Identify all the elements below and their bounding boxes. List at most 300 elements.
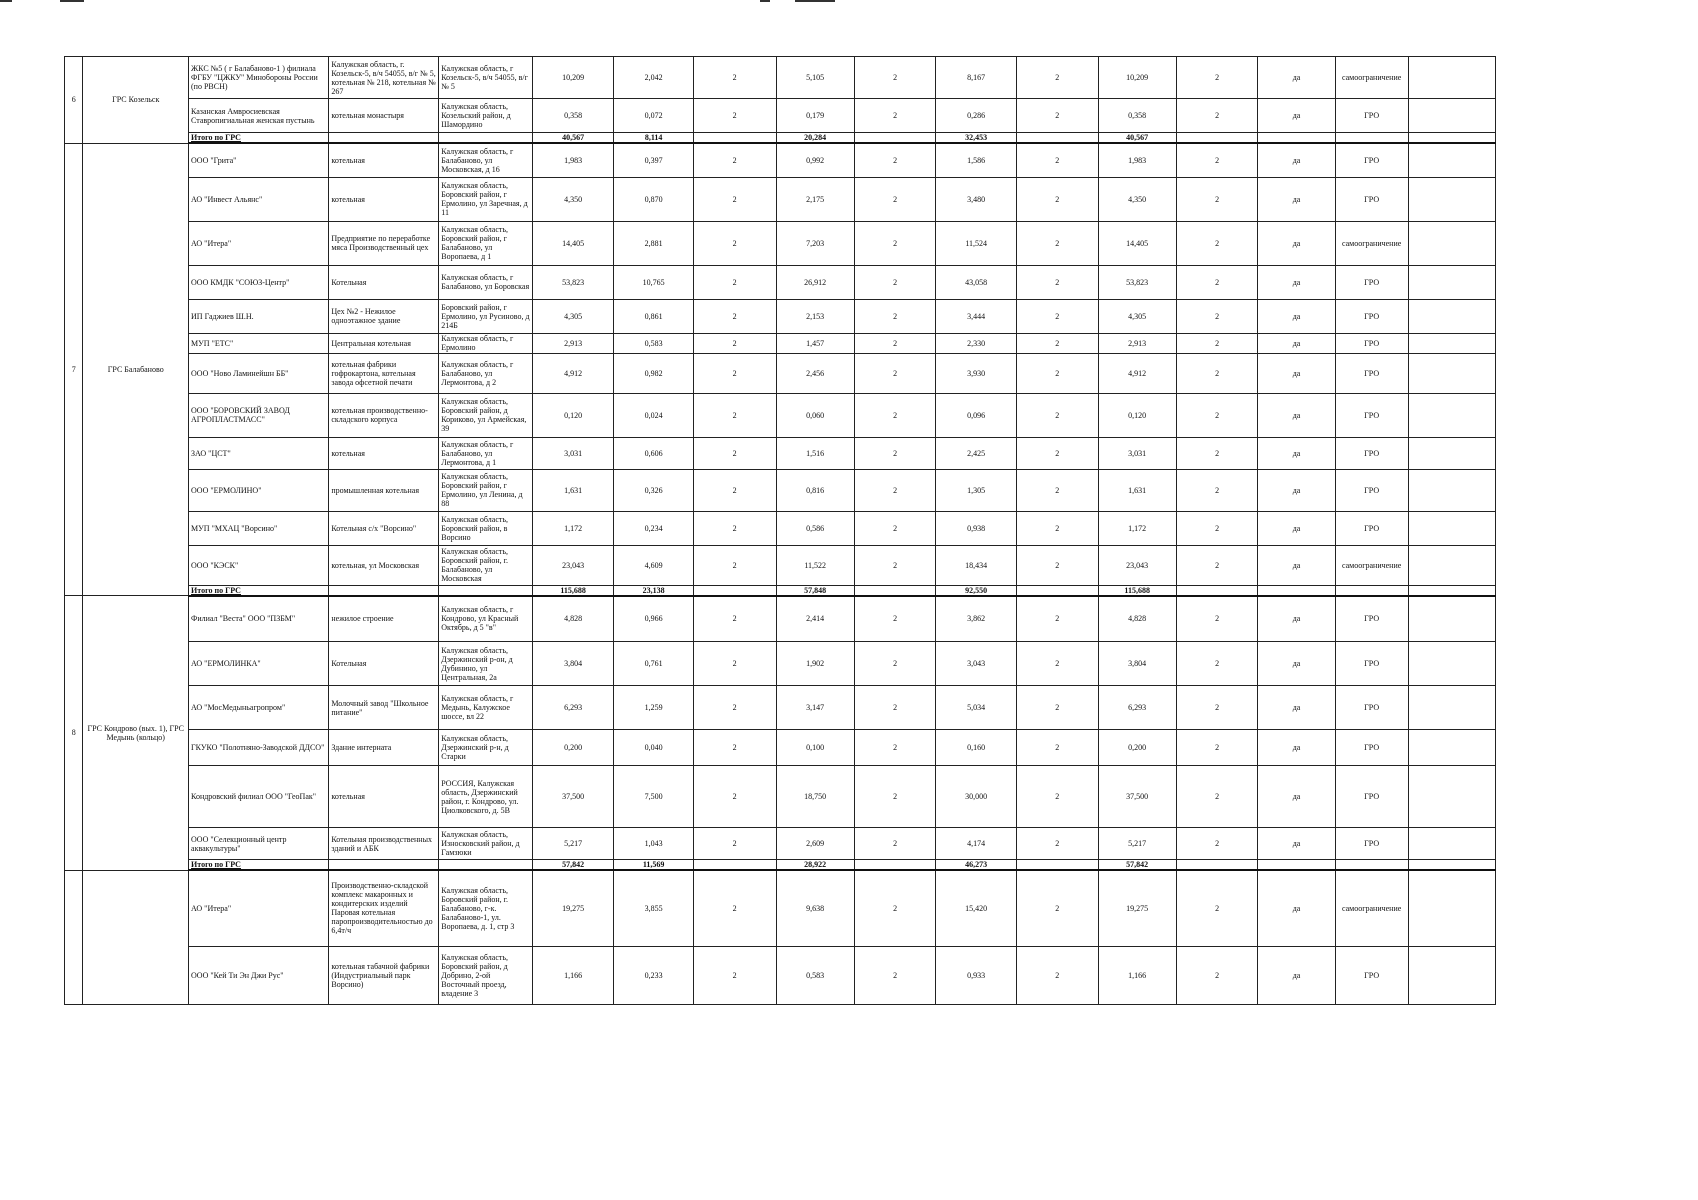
row-index <box>65 870 83 1004</box>
empty-cell <box>329 860 439 871</box>
empty-cell <box>1408 870 1495 946</box>
value-cell: 2 <box>1016 299 1098 333</box>
facility-description: котельная фабрики гофрокартона, котельная завода офсетной печати <box>329 353 439 393</box>
value-cell: 0,120 <box>1098 393 1176 437</box>
empty-cell <box>1408 177 1495 221</box>
consumer-name: ООО "Кей Ти Эн Джи Рус" <box>189 946 329 1004</box>
consumer-name: ООО "ЕРМОЛИНО" <box>189 469 329 511</box>
consumer-name: Филиал "Веста" ООО "ПЗБМ" <box>189 596 329 642</box>
empty-cell <box>1408 686 1495 730</box>
total-value: 115,688 <box>1098 585 1176 596</box>
value-cell: 2 <box>854 333 936 353</box>
value-cell: 2 <box>1176 143 1258 177</box>
consumer-name: АО "ЕРМОЛИНКА" <box>189 642 329 686</box>
value-cell: 2 <box>1176 828 1258 860</box>
value-cell: 2 <box>854 730 936 766</box>
value-cell: 2 <box>693 221 776 265</box>
value-cell: 53,823 <box>532 265 614 299</box>
value-cell: 4,912 <box>532 353 614 393</box>
total-value: 23,138 <box>614 585 693 596</box>
value-cell: 2 <box>854 143 936 177</box>
table-row <box>65 299 1660 333</box>
value-cell: 37,500 <box>1098 766 1176 828</box>
facility-address: Калужская область, Боровский район, г. Балабаново, ул Московская <box>439 545 533 585</box>
empty-cell <box>1176 133 1258 144</box>
value-cell: 2 <box>1176 221 1258 265</box>
value-cell: 1,172 <box>1098 511 1176 545</box>
total-value: 32,453 <box>936 133 1017 144</box>
value-cell: 3,930 <box>936 353 1017 393</box>
value-cell: 7,203 <box>776 221 854 265</box>
empty-cell <box>1408 57 1495 99</box>
value-cell: 2 <box>1016 437 1098 469</box>
table-row <box>65 393 1660 437</box>
total-value: 40,567 <box>1098 133 1176 144</box>
facility-address: Калужская область, г Медынь, Калужское шоссе, вл 22 <box>439 686 533 730</box>
empty-cell <box>1408 642 1495 686</box>
empty-cell <box>1335 133 1408 144</box>
grs-name: ГРС Кондрово (вых. 1), ГРС Медынь (кольцо) <box>83 596 189 871</box>
note-cell: ГРО <box>1335 511 1408 545</box>
value-cell: 3,855 <box>614 870 693 946</box>
total-row <box>65 585 1660 596</box>
value-cell: 53,823 <box>1098 265 1176 299</box>
value-cell: 30,000 <box>936 766 1017 828</box>
value-cell: 2 <box>1016 642 1098 686</box>
value-cell: 2 <box>693 57 776 99</box>
note-cell: ГРО <box>1335 730 1408 766</box>
empty-cell <box>693 585 776 596</box>
empty-cell <box>1176 585 1258 596</box>
value-cell: 0,397 <box>614 143 693 177</box>
value-cell: 2 <box>693 642 776 686</box>
consumer-name: ООО "КЭСК" <box>189 545 329 585</box>
empty-cell <box>1408 511 1495 545</box>
value-cell: 2,042 <box>614 57 693 99</box>
consumer-name: ООО "БОРОВСКИЙ ЗАВОД АГРОПЛАСТМАСС" <box>189 393 329 437</box>
value-cell: 2 <box>854 686 936 730</box>
value-cell: 2 <box>1016 353 1098 393</box>
facility-description: котельная производственно-складского корпуса <box>329 393 439 437</box>
value-cell: 2 <box>1016 511 1098 545</box>
facility-address: Калужская область, г Балабаново, ул Боровская <box>439 265 533 299</box>
value-cell: 2 <box>693 437 776 469</box>
value-cell: 2,609 <box>776 828 854 860</box>
yes-flag: да <box>1258 545 1335 585</box>
value-cell: 2,414 <box>776 596 854 642</box>
value-cell: 2 <box>1176 57 1258 99</box>
consumer-name: ЗАО "ЦСТ" <box>189 437 329 469</box>
value-cell: 2 <box>693 99 776 133</box>
table-row <box>65 766 1660 828</box>
row-index: 8 <box>65 596 83 871</box>
value-cell: 0,120 <box>532 393 614 437</box>
value-cell: 2 <box>1016 57 1098 99</box>
value-cell: 4,912 <box>1098 353 1176 393</box>
table-row <box>65 596 1660 642</box>
value-cell: 1,457 <box>776 333 854 353</box>
total-label: Итого по ГРС <box>189 860 329 871</box>
value-cell: 1,259 <box>614 686 693 730</box>
value-cell: 2 <box>854 299 936 333</box>
value-cell: 1,166 <box>1098 946 1176 1004</box>
note-cell: ГРО <box>1335 766 1408 828</box>
table-row <box>65 469 1660 511</box>
facility-address: Калужская область, Боровский район, г Ермолино, ул Заречная, д 11 <box>439 177 533 221</box>
consumer-name: Кондровский филиал ООО "ГеоПак" <box>189 766 329 828</box>
note-cell: ГРО <box>1335 299 1408 333</box>
value-cell: 2 <box>1016 545 1098 585</box>
facility-address: Калужская область, Боровский район, д Кориково, ул Армейская, 39 <box>439 393 533 437</box>
value-cell: 2 <box>1176 511 1258 545</box>
value-cell: 9,638 <box>776 870 854 946</box>
yes-flag: да <box>1258 686 1335 730</box>
empty-cell <box>1335 585 1408 596</box>
value-cell: 2 <box>1016 333 1098 353</box>
value-cell: 2 <box>854 870 936 946</box>
value-cell: 2 <box>1176 437 1258 469</box>
value-cell: 2 <box>693 469 776 511</box>
note-cell: ГРО <box>1335 353 1408 393</box>
value-cell: 2 <box>854 642 936 686</box>
consumer-name: АО "Инвест Альянс" <box>189 177 329 221</box>
value-cell: 2,913 <box>1098 333 1176 353</box>
value-cell: 26,912 <box>776 265 854 299</box>
value-cell: 18,750 <box>776 766 854 828</box>
table-row <box>65 642 1660 686</box>
empty-cell <box>1408 946 1495 1004</box>
total-label: Итого по ГРС <box>189 133 329 144</box>
value-cell: 2 <box>854 946 936 1004</box>
value-cell: 2 <box>693 353 776 393</box>
value-cell: 3,031 <box>1098 437 1176 469</box>
yes-flag: да <box>1258 333 1335 353</box>
value-cell: 14,405 <box>1098 221 1176 265</box>
value-cell: 1,902 <box>776 642 854 686</box>
value-cell: 1,043 <box>614 828 693 860</box>
consumer-name: АО "Итера" <box>189 870 329 946</box>
note-cell: ГРО <box>1335 437 1408 469</box>
yes-flag: да <box>1258 299 1335 333</box>
empty-cell <box>1408 730 1495 766</box>
row-index: 6 <box>65 57 83 144</box>
total-value: 57,842 <box>532 860 614 871</box>
empty-cell <box>1176 860 1258 871</box>
total-value: 8,114 <box>614 133 693 144</box>
facility-address: Калужская область, Боровский район, г Балабаново, ул Воропаева, д 1 <box>439 221 533 265</box>
empty-cell <box>1408 333 1495 353</box>
value-cell: 4,174 <box>936 828 1017 860</box>
table-row <box>65 99 1660 133</box>
consumer-name: МУП "МХАЦ "Ворсино" <box>189 511 329 545</box>
value-cell: 0,583 <box>614 333 693 353</box>
facility-address: Боровский район, г Ермолино, ул Русиново, д 214Б <box>439 299 533 333</box>
value-cell: 0,072 <box>614 99 693 133</box>
facility-description: Здание интерната <box>329 730 439 766</box>
yes-flag: да <box>1258 946 1335 1004</box>
yes-flag: да <box>1258 828 1335 860</box>
scan-mark <box>795 0 835 8</box>
table-row <box>65 221 1660 265</box>
yes-flag: да <box>1258 221 1335 265</box>
value-cell: 11,522 <box>776 545 854 585</box>
facility-description: Котельная с/х "Ворсино" <box>329 511 439 545</box>
value-cell: 4,350 <box>1098 177 1176 221</box>
facility-address: Калужская область, Боровский район, д Добрино, 2-ой Восточный проезд, владение 3 <box>439 946 533 1004</box>
value-cell: 0,100 <box>776 730 854 766</box>
facility-address: Калужская область, Дзержинский р-н, д Старки <box>439 730 533 766</box>
consumer-name: ООО "Ново Ламинейшн ББ" <box>189 353 329 393</box>
value-cell: 10,209 <box>532 57 614 99</box>
value-cell: 2 <box>693 511 776 545</box>
value-cell: 0,200 <box>532 730 614 766</box>
facility-address: Калужская область, г Балабаново, ул Московская, д 16 <box>439 143 533 177</box>
yes-flag: да <box>1258 177 1335 221</box>
table-row <box>65 437 1660 469</box>
value-cell: 0,938 <box>936 511 1017 545</box>
value-cell: 2 <box>1176 265 1258 299</box>
value-cell: 0,358 <box>532 99 614 133</box>
value-cell: 3,862 <box>936 596 1017 642</box>
value-cell: 2 <box>1176 353 1258 393</box>
value-cell: 3,444 <box>936 299 1017 333</box>
value-cell: 0,234 <box>614 511 693 545</box>
value-cell: 2 <box>854 353 936 393</box>
value-cell: 2 <box>854 57 936 99</box>
value-cell: 0,179 <box>776 99 854 133</box>
facility-address: Калужская область, Козельский район, д Шамордино <box>439 99 533 133</box>
value-cell: 2 <box>693 686 776 730</box>
note-cell: ГРО <box>1335 642 1408 686</box>
facility-description: промышленная котельная <box>329 469 439 511</box>
total-value: 57,842 <box>1098 860 1176 871</box>
yes-flag: да <box>1258 57 1335 99</box>
total-value: 57,848 <box>776 585 854 596</box>
value-cell: 2 <box>693 333 776 353</box>
empty-cell <box>1408 353 1495 393</box>
scan-mark <box>760 0 770 8</box>
consumer-name: АО "Итера" <box>189 221 329 265</box>
value-cell: 2 <box>693 946 776 1004</box>
facility-description: Производственно-складской комплекс макаронных и кондитерских изделий Паровая котельная паропроизводительностью до 6,4т/ч <box>329 870 439 946</box>
note-cell: самоограничение <box>1335 870 1408 946</box>
value-cell: 0,024 <box>614 393 693 437</box>
facility-address: Калужская область, г Козельск-5, в/ч 54055, в/г № 5 <box>439 57 533 99</box>
empty-cell <box>1408 143 1495 177</box>
value-cell: 2 <box>693 828 776 860</box>
value-cell: 2,175 <box>776 177 854 221</box>
value-cell: 2 <box>1016 686 1098 730</box>
note-cell: ГРО <box>1335 393 1408 437</box>
facility-address: Калужская область, г Балабаново, ул Лермонтова, д 2 <box>439 353 533 393</box>
yes-flag: да <box>1258 265 1335 299</box>
empty-cell <box>1408 860 1495 871</box>
table-row <box>65 265 1660 299</box>
empty-cell <box>1408 437 1495 469</box>
value-cell: 2 <box>693 143 776 177</box>
empty-cell <box>1408 585 1495 596</box>
empty-cell <box>854 133 936 144</box>
value-cell: 1,305 <box>936 469 1017 511</box>
empty-cell <box>1258 133 1335 144</box>
value-cell: 0,583 <box>776 946 854 1004</box>
value-cell: 2 <box>854 265 936 299</box>
empty-cell <box>1408 828 1495 860</box>
value-cell: 0,761 <box>614 642 693 686</box>
value-cell: 2 <box>1016 393 1098 437</box>
facility-address: Калужская область, Боровский район, г. Балабаново, г-к. Балабаново-1, ул. Воропаева, д. 1, стр 3 <box>439 870 533 946</box>
table-row <box>65 870 1660 946</box>
table-row <box>65 511 1660 545</box>
table-row <box>65 177 1660 221</box>
value-cell: 1,172 <box>532 511 614 545</box>
value-cell: 2 <box>854 511 936 545</box>
value-cell: 2 <box>1176 642 1258 686</box>
facility-address: Калужская область, г Кондрово, ул Красный Октябрь, д 5 "в" <box>439 596 533 642</box>
value-cell: 8,167 <box>936 57 1017 99</box>
value-cell: 3,480 <box>936 177 1017 221</box>
value-cell: 1,166 <box>532 946 614 1004</box>
empty-cell <box>1408 133 1495 144</box>
value-cell: 2 <box>1176 545 1258 585</box>
value-cell: 2 <box>1176 393 1258 437</box>
value-cell: 23,043 <box>1098 545 1176 585</box>
empty-cell <box>439 585 533 596</box>
value-cell: 2,330 <box>936 333 1017 353</box>
scan-mark <box>0 0 12 8</box>
value-cell: 0,060 <box>776 393 854 437</box>
value-cell: 0,992 <box>776 143 854 177</box>
note-cell: ГРО <box>1335 143 1408 177</box>
value-cell: 2 <box>1016 177 1098 221</box>
value-cell: 1,586 <box>936 143 1017 177</box>
value-cell: 2 <box>1016 828 1098 860</box>
value-cell: 0,200 <box>1098 730 1176 766</box>
value-cell: 5,034 <box>936 686 1017 730</box>
total-value: 92,550 <box>936 585 1017 596</box>
value-cell: 2 <box>854 469 936 511</box>
empty-cell <box>1258 860 1335 871</box>
empty-cell <box>1408 99 1495 133</box>
value-cell: 2 <box>1176 333 1258 353</box>
facility-address: Калужская область, Износковский район, д Гамзюки <box>439 828 533 860</box>
value-cell: 2 <box>1016 221 1098 265</box>
facility-description: Котельная <box>329 265 439 299</box>
value-cell: 4,609 <box>614 545 693 585</box>
value-cell: 2 <box>1016 870 1098 946</box>
note-cell: ГРО <box>1335 946 1408 1004</box>
facility-address: Калужская область, Боровский район, г Ермолино, ул Ленина, д 88 <box>439 469 533 511</box>
table-body <box>65 57 1660 1005</box>
table-row <box>65 686 1660 730</box>
total-value: 11,569 <box>614 860 693 871</box>
table-row <box>65 946 1660 1004</box>
total-row <box>65 860 1660 871</box>
empty-cell <box>1408 393 1495 437</box>
value-cell: 0,861 <box>614 299 693 333</box>
value-cell: 0,966 <box>614 596 693 642</box>
value-cell: 0,982 <box>614 353 693 393</box>
value-cell: 23,043 <box>532 545 614 585</box>
value-cell: 2,153 <box>776 299 854 333</box>
total-label: Итого по ГРС <box>189 585 329 596</box>
facility-description: Молочный завод "Школьное питание" <box>329 686 439 730</box>
value-cell: 0,816 <box>776 469 854 511</box>
facility-address: РОССИЯ, Калужская область, Дзержинский район, г. Кондрово, ул. Циолковского, д. 5В <box>439 766 533 828</box>
value-cell: 2,425 <box>936 437 1017 469</box>
value-cell: 0,160 <box>936 730 1017 766</box>
note-cell: ГРО <box>1335 333 1408 353</box>
yes-flag: да <box>1258 437 1335 469</box>
value-cell: 2 <box>854 828 936 860</box>
empty-cell <box>693 860 776 871</box>
yes-flag: да <box>1258 870 1335 946</box>
empty-cell <box>1335 860 1408 871</box>
value-cell: 0,606 <box>614 437 693 469</box>
table-row <box>65 333 1660 353</box>
value-cell: 5,105 <box>776 57 854 99</box>
value-cell: 2 <box>693 596 776 642</box>
value-cell: 2,881 <box>614 221 693 265</box>
note-cell: ГРО <box>1335 686 1408 730</box>
value-cell: 2 <box>1176 469 1258 511</box>
value-cell: 3,804 <box>532 642 614 686</box>
total-value: 28,922 <box>776 860 854 871</box>
consumer-name: ЖКС №5 ( г Балабаново-1 ) филиала ФГБУ "ЦЖКУ" Минобороны России (по РВСН) <box>189 57 329 99</box>
value-cell: 0,326 <box>614 469 693 511</box>
value-cell: 6,293 <box>1098 686 1176 730</box>
value-cell: 0,933 <box>936 946 1017 1004</box>
value-cell: 43,058 <box>936 265 1017 299</box>
value-cell: 18,434 <box>936 545 1017 585</box>
value-cell: 2 <box>854 545 936 585</box>
value-cell: 2 <box>1016 469 1098 511</box>
value-cell: 2 <box>854 437 936 469</box>
value-cell: 4,305 <box>532 299 614 333</box>
consumer-name: МУП "ЕТС" <box>189 333 329 353</box>
empty-cell <box>439 860 533 871</box>
note-cell: ГРО <box>1335 265 1408 299</box>
consumer-name: Казанская Амвросиевская Ставропигиальная женская пустынь <box>189 99 329 133</box>
value-cell: 0,233 <box>614 946 693 1004</box>
value-cell: 5,217 <box>1098 828 1176 860</box>
value-cell: 10,765 <box>614 265 693 299</box>
facility-description: котельная <box>329 177 439 221</box>
table-row <box>65 730 1660 766</box>
value-cell: 1,631 <box>1098 469 1176 511</box>
value-cell: 3,804 <box>1098 642 1176 686</box>
value-cell: 37,500 <box>532 766 614 828</box>
value-cell: 1,516 <box>776 437 854 469</box>
consumer-name: ООО КМДК "СОЮЗ-Центр" <box>189 265 329 299</box>
empty-cell <box>329 585 439 596</box>
grs-name: ГРС Козельск <box>83 57 189 144</box>
value-cell: 0,586 <box>776 511 854 545</box>
table-row <box>65 143 1660 177</box>
value-cell: 2,913 <box>532 333 614 353</box>
value-cell: 2 <box>1176 686 1258 730</box>
value-cell: 2 <box>1016 143 1098 177</box>
consumer-name: ИП Гаджиев Ш.Н. <box>189 299 329 333</box>
empty-cell <box>1016 133 1098 144</box>
facility-description: котельная <box>329 143 439 177</box>
total-row <box>65 133 1660 144</box>
value-cell: 2 <box>693 870 776 946</box>
value-cell: 2 <box>854 177 936 221</box>
empty-cell <box>693 133 776 144</box>
consumer-name: ООО "Грита" <box>189 143 329 177</box>
consumer-name: ООО "Селекционный центр аквакультуры" <box>189 828 329 860</box>
